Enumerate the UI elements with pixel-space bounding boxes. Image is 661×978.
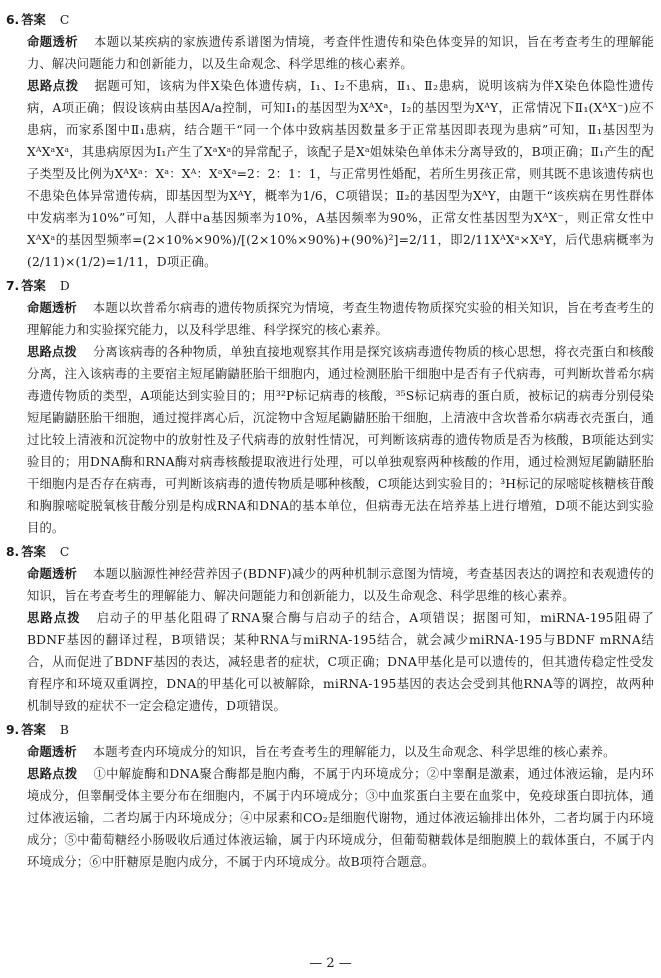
explanation-paragraph (6, 607, 654, 717)
answer-label: 答案 (21, 279, 46, 293)
answer-line (6, 719, 654, 741)
answer-value: C (59, 13, 70, 27)
answer-value: C (59, 545, 70, 559)
analysis-paragraph (6, 741, 654, 763)
explanation-label: 思路点拨 (27, 79, 79, 93)
analysis-label: 命题透析 (27, 567, 77, 581)
analysis-label: 命题透析 (27, 301, 77, 315)
question-number: 6. (6, 13, 20, 27)
question-number: 8. (6, 545, 20, 559)
explanation-label: 思路点拨 (27, 611, 81, 625)
explanation-paragraph (6, 341, 654, 539)
analysis-text: 本题以脑源性神经营养因子(BDNF)减少的两种机制示意图为情境，考查基因表达的调控和表观遗传的知识，旨在考查考生的理解能力、解决问题能力和创新能力，以及生命观念、科学思维的核心素养。 (27, 567, 654, 603)
page-number: — 2 — (309, 956, 352, 971)
explanation-text: 据题可知，该病为伴X染色体遗传病，Ⅰ₁、Ⅰ₂不患病，Ⅱ₁、Ⅱ₂患病，说明该病为伴X染色体隐性遗传病，A项正确；假设该病由基因A/a控制，可知Ⅰ₁的基因型为XᴬXᵃ，Ⅰ₂的基因型为XᴬY，正常情况下Ⅱ₁(XᴬX⁻)应不患病，而家系图中Ⅱ₁患病，结合题干“同一个体中致病基因数量多于正常基因即表现为患病”可知，Ⅱ₁基因型为XᴬXᵃXᵃ，其患病原因为Ⅰ₁产生了XᵃXᵃ的异常配子，该配子是Xᵃ姐妹染色单体未分离导致的，B项正确；Ⅱ₁产生的配子类型及比例为XᴬXᵃ：Xᵃ：Xᴬ：XᵃXᵃ=2：2：1：1，与正常男性婚配，若所生男孩正常，则其既不患该遗传病也不患染色体异常遗传病，即基因型为XᴬY，概率为1/6，C项错误；Ⅱ₂的基因型为XᴬY，由题干“该疾病在男性群体中发病率为10%”可知，人群中a基因频率为10%，A基因频率为90%，正常女性基因型为XᴬX⁻，则正常女性中XᴬXᵃ的基因型频率=(2×10%×90%)/[(2×10%×90%)+(90%)²]=2/11，即2/11XᴬXᵃ×XᵃY，后代患病概率为(2/11)×(1/2)=1/11，D项正确。 (27, 79, 654, 269)
answer-label: 答案 (21, 723, 46, 737)
analysis-label: 命题透析 (27, 35, 78, 49)
analysis-paragraph (6, 297, 654, 341)
answer-value: B (59, 723, 69, 737)
explanation-text: 启动子的甲基化阻碍了RNA聚合酶与启动子的结合，A项错误；据图可知，miRNA-195阻碍了BDNF基因的翻译过程，B项错误；某种RNA与miRNA-195结合，就会减少miRNA-195与BDNF mRNA结合，从而促进了BDNF基因的表达，减轻患者的症状，C项正确；DNA甲基化是可以遗传的，但其遗传稳定性受发育程序和环境双重调控，DNA的甲基化可以被解除，miRNA-195基因的表达会受到其他RNA等的调控，故两种机制导致的症状不一定会稳定遗传，D项错误。 (27, 611, 654, 713)
explanation-text: 分离该病毒的各种物质，单独直接地观察其作用是探究该病毒遗传物质的核心思想，将衣壳蛋白和核酸分离，注入该病毒的主要宿主短尾鼩鼱胚胎干细胞内，通过检测胚胎干细胞中是否有子代病毒，可判断坎普希尔病毒遗传物质的类型，A项能达到实验目的；用³²P标记病毒的核酸，³⁵S标记病毒的蛋白质，被标记的病毒分别侵染短尾鼩鼱胚胎干细胞，通过搅拌离心后，沉淀物中含短尾鼩鼱胚胎干细胞，上清液中含坎普希尔病毒衣壳蛋白，通过比较上清液和沉淀物中的放射性及子代病毒的放射性情况，可判断该病毒的遗传物质是否为核酸，B项能达到实验目的；用DNA酶和RNA酶对病毒核酸提取液进行处理，可以单独观察两种核酸的作用，通过检测短尾鼩鼱胚胎干细胞内是否存在病毒，可判断该病毒的遗传物质是哪种核酸，C项能达到实验目的；³H标记的尿嘧啶核糖核苷酸和胸腺嘧啶脱氧核苷酸分别是构成RNA和DNA的基本单位，但病毒无法在培养基上进行增殖，D项不能达到实验目的。 (27, 345, 654, 535)
analysis-text: 本题考查内环境成分的知识，旨在考查考生的理解能力，以及生命观念、科学思维的核心素养。 (92, 745, 616, 759)
question-number: 9. (6, 723, 20, 737)
answer-value: D (59, 279, 70, 293)
explanation-label: 思路点拨 (27, 767, 78, 781)
explanation-paragraph (6, 75, 654, 273)
explanation-text: ①中解旋酶和DNA聚合酶都是胞内酶，不属于内环境成分；②中睾酮是激素，通过体液运输，是内环境成分，但睾酮受体主要分布在细胞内，不属于内环境成分；③中血浆蛋白主要在血浆中，免疫球蛋白即抗体，通过体液运输，二者均属于内环境成分；④中尿素和CO₂是细胞代谢物，通过体液运输排出体外，二者均属于内环境成分；⑤中葡萄糖经小肠吸收后通过体液运输，属于内环境成分，但葡萄糖载体是细胞膜上的载体蛋白，不属于内环境成分；⑥中肝糖原是胞内成分，不属于内环境成分。故B项符合题意。 (27, 767, 654, 869)
answer-line (6, 541, 654, 563)
question-8 (6, 541, 654, 717)
analysis-text: 本题以坎普希尔病毒的遗传物质探究为情境，考查生物遗传物质探究实验的相关知识，旨在考查考生的理解能力和实验探究能力，以及科学思维、科学探究的核心素养。 (27, 301, 654, 337)
answer-line (6, 275, 654, 297)
question-number: 7. (6, 279, 20, 293)
answer-page (6, 9, 654, 875)
explanation-label: 思路点拨 (27, 345, 77, 359)
analysis-paragraph (6, 563, 654, 607)
analysis-paragraph (6, 31, 654, 75)
analysis-text: 本题以某疾病的家族遗传系谱图为情境，考查伴性遗传和染色体变异的知识，旨在考查考生的理解能力、解决问题能力和创新能力，以及生命观念、科学思维的核心素养。 (27, 35, 654, 71)
question-7 (6, 275, 654, 539)
explanation-paragraph (6, 763, 654, 873)
question-6 (6, 9, 654, 273)
question-9 (6, 719, 654, 873)
answer-label: 答案 (21, 13, 46, 27)
answer-label: 答案 (21, 545, 46, 559)
answer-line (6, 9, 654, 31)
analysis-label: 命题透析 (27, 745, 77, 759)
